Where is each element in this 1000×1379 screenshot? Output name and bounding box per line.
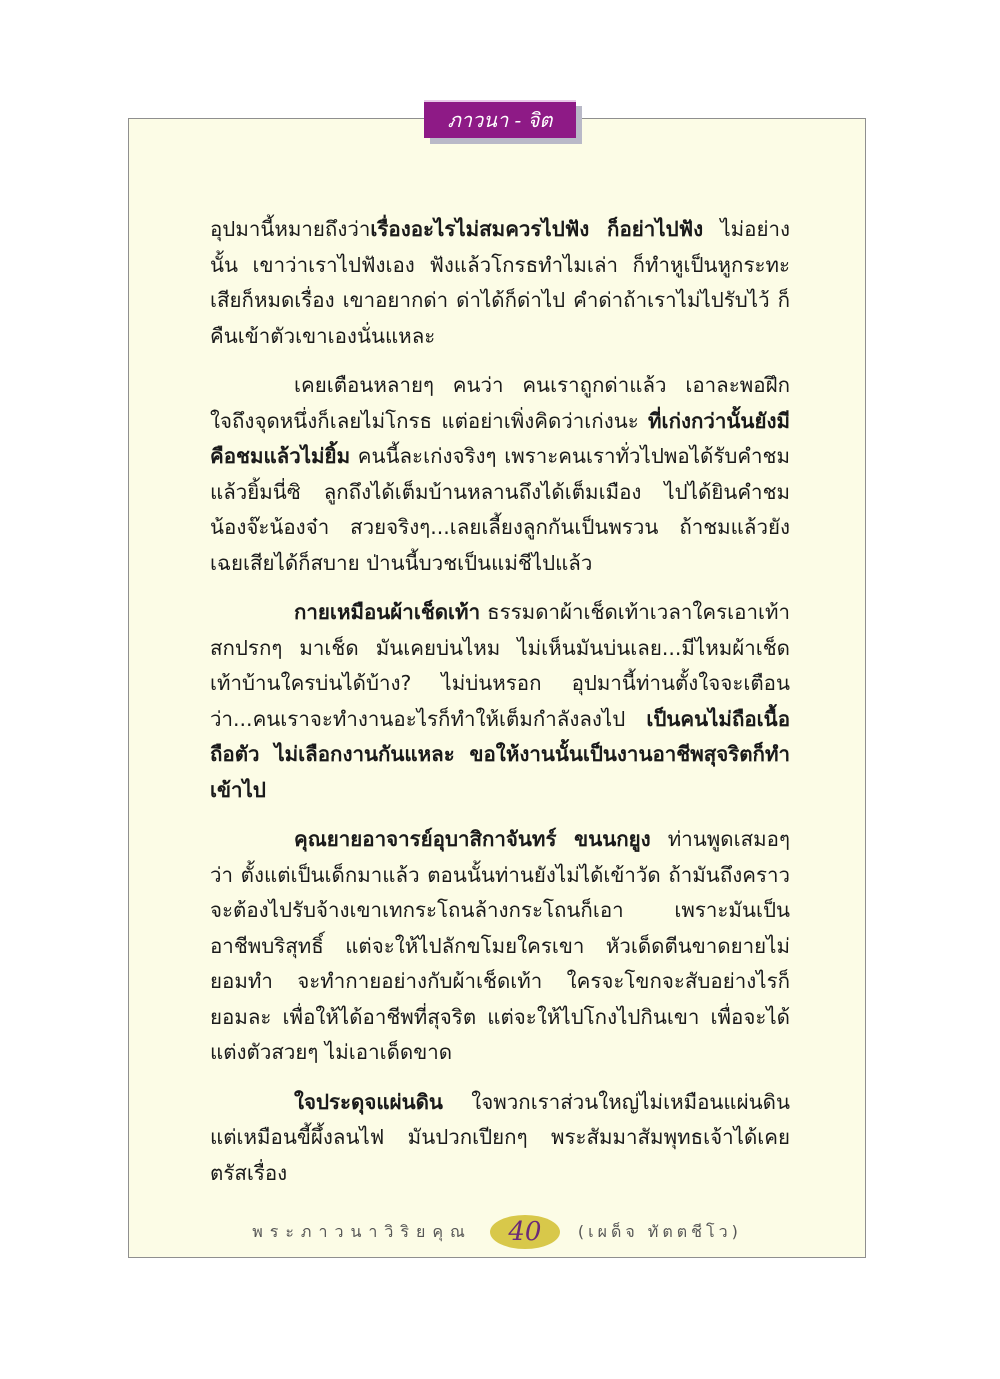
- text-run: อุปมานี้หมายถึงว่า: [210, 217, 371, 241]
- paragraph: [210, 368, 790, 581]
- text-run: ท่านพูดเสมอๆ ว่า ตั้งแต่เป็นเด็กมาแล้ว ตอนนั้นท่านยังไม่ได้เข้าวัด ถ้ามันถึงคราวจะต้องไปรับจ้างเขาเทกระโถนล้างกระโถนก็เอา เพราะมันเป็นอาชีพบริสุทธิ์ แต่จะให้ไปลักขโมยใครเขา หัวเด็ดตีนขาดยายไม่ยอมทำ จะทำกายอย่างกับผ้าเช็ดเท้า ใครจะโขกจะสับอย่างไรก็ยอมละ เพื่อให้ได้อาชีพที่สุจริต แต่จะให้ไปโกงไปกินเขา เพื่อจะได้แต่งตัวสวยๆ ไม่เอาเด็ดขาด: [210, 827, 790, 1064]
- emphasis-text: ใจประดุจแผ่นดิน: [294, 1089, 443, 1114]
- emphasis-text: กายเหมือนผ้าเช็ดเท้า: [294, 600, 481, 624]
- footer-author: พระภาวนาวิริยคุณ: [252, 1221, 472, 1241]
- emphasis-text: เรื่องอะไรไม่สมควรไปฟัง ก็อย่าไปฟัง: [370, 217, 704, 241]
- text-run: ไม่อย่างนั้น เขาว่าเราไปฟังเอง ฟังแล้วโกรธทำไมเล่า ก็ทำหูเป็นหูกระทะเสียก็หมดเรื่อง เขาอยากด่า ด่าได้ก็ด่าไป คำด่าถ้าเราไม่ไปรับไว้ ก็คืนเข้าตัวเขาเองนั่นแหละ: [210, 217, 790, 348]
- text-run: เคยเตือนหลายๆ คนว่า คนเราถูกด่าแล้ว เอาละพอฝึกใจถึงจุดหนึ่งก็เลยไม่โกรธ แต่อย่าเพิ่งคิดว่าเก่งนะ: [210, 373, 790, 433]
- emphasis-text: เป็นคนไม่ถือเนื้อถือตัว ไม่เลือกงานกันแหละ ขอให้งานนั้นเป็นงานอาชีพสุจริตก็ทำเข้าไป: [210, 706, 790, 802]
- footer-author-name: (เผด็จ ทัตตชีโว): [577, 1221, 742, 1241]
- emphasis-text: คุณยายอาจารย์อุบาสิกาจันทร์ ขนนกยูง: [294, 827, 651, 851]
- body-text: [210, 212, 790, 1205]
- paragraph: [210, 1085, 790, 1192]
- page-number: 40: [490, 1215, 560, 1249]
- text-run: คนนี้ละเก่งจริงๆ เพราะคนเราทั่วไปพอได้รับคำชมแล้วยิ้มนี่ซิ ลูกถึงได้เต็มบ้านหลานถึงได้เต็มเมือง ไปได้ยินคำชมน้องจ๊ะน้องจ๋า สวยจริงๆ...เลยเลี้ยงลูกกันเป็นพรวน ถ้าชมแล้วยังเฉยเสียได้ก็สบาย ป่านนี้บวชเป็นแม่ชีไปแล้ว: [210, 444, 790, 575]
- text-run: ใจพวกเราส่วนใหญ่ไม่เหมือนแผ่นดิน แต่เหมือนขี้ผึ้งลนไฟ มันปวกเปียกๆ พระสัมมาสัมพุทธเจ้าได้เคยตรัสเรื่อง: [210, 1089, 790, 1185]
- paragraph: [210, 212, 790, 354]
- emphasis-text: ที่เก่งกว่านั้นยังมีคือชมแล้วไม่ยิ้ม: [210, 408, 790, 468]
- text-run: ธรรมดาผ้าเช็ดเท้าเวลาใครเอาเท้าสกปรกๆ มาเช็ด มันเคยบ่นไหม ไม่เห็นมันบ่นเลย...มีไหมผ้าเช็ดเท้าบ้านใครบ่นได้บ้าง? ไม่บ่นหรอก อุปมานี้ท่านตั้งใจจะเตือนว่า...คนเราจะทำงานอะไรก็ทำให้เต็มกำลังลงไป: [210, 600, 790, 731]
- chapter-tab: ภาวนา - จิต: [424, 100, 576, 138]
- paragraph: [210, 595, 790, 808]
- page-footer: [128, 1212, 866, 1252]
- paragraph: [210, 822, 790, 1071]
